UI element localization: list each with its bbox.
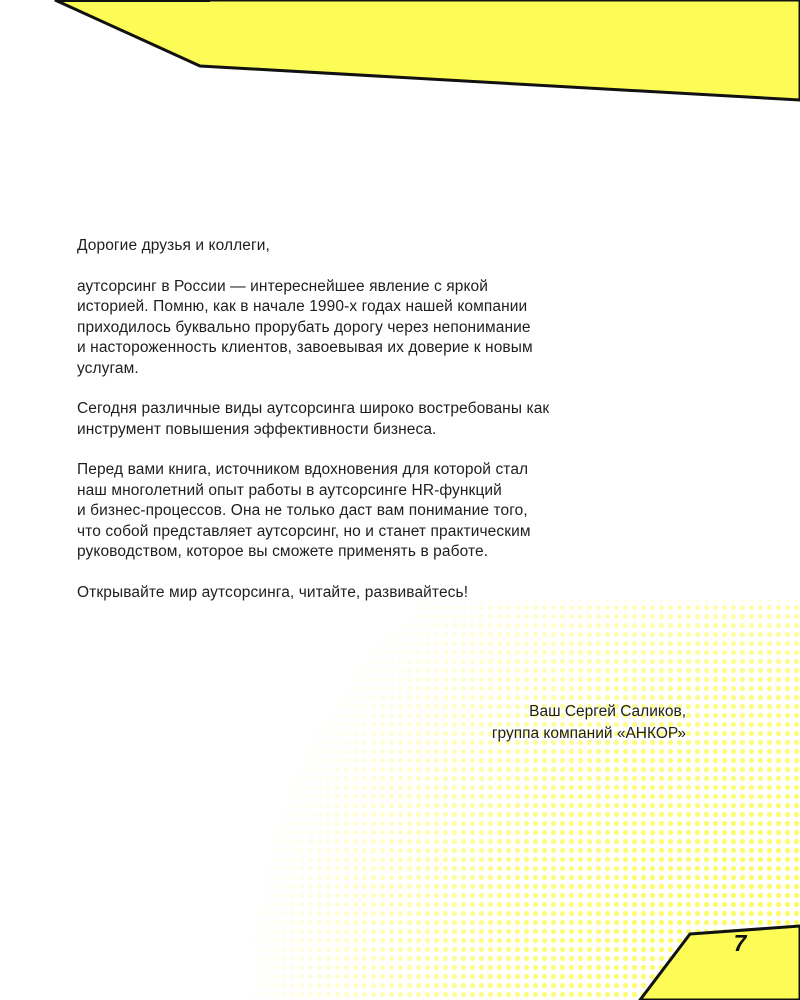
- text-line: услугам.: [77, 359, 139, 377]
- text-line: Сегодня различные виды аутсорсинга широко востребованы как: [77, 400, 550, 417]
- text-line: Открывайте мир аутсорсинга, читайте, развивайтесь!: [77, 583, 469, 601]
- text-line: Перед вами книга, источником вдохновения для которой стал: [77, 461, 529, 478]
- text-line: руководством, которое вы сможете применять в работе.: [77, 543, 489, 560]
- letter-greeting: [77, 236, 717, 257]
- page-number: 7: [733, 930, 747, 956]
- letter-body: [77, 236, 717, 623]
- text-line: наш многолетний опыт работы в аутсорсинге HR-функций: [77, 481, 502, 499]
- letter-paragraph: [77, 460, 717, 563]
- text-line: и настороженность клиентов, завоевывая их доверие к новым: [77, 339, 533, 356]
- text-line: и бизнес-процессов. Она не только даст вам понимание того,: [77, 502, 528, 519]
- letter-paragraph: [77, 399, 717, 440]
- text-line: приходилось буквально прорубать дорогу через непонимание: [77, 318, 531, 336]
- text-line: Дорогие друзья и коллеги,: [77, 237, 270, 254]
- letter-paragraph: [77, 277, 717, 380]
- signature-company: группа компаний «АНКОР»: [491, 724, 686, 742]
- text-line: аутсорсинг в России — интереснейшее явление с яркой: [77, 277, 489, 295]
- letter-closing: [77, 583, 717, 604]
- text-line: историей. Помню, как в начале 1990-х годах нашей компании: [77, 298, 528, 315]
- signature-author: Ваш Сергей Саликов,: [529, 703, 686, 720]
- signature-block: [492, 701, 686, 744]
- top-yellow-banner: [55, 0, 800, 100]
- text-line: инструмент повышения эффективности бизнеса.: [77, 420, 437, 438]
- text-line: что собой представляет аутсорсинг, но и станет практическим: [77, 522, 531, 540]
